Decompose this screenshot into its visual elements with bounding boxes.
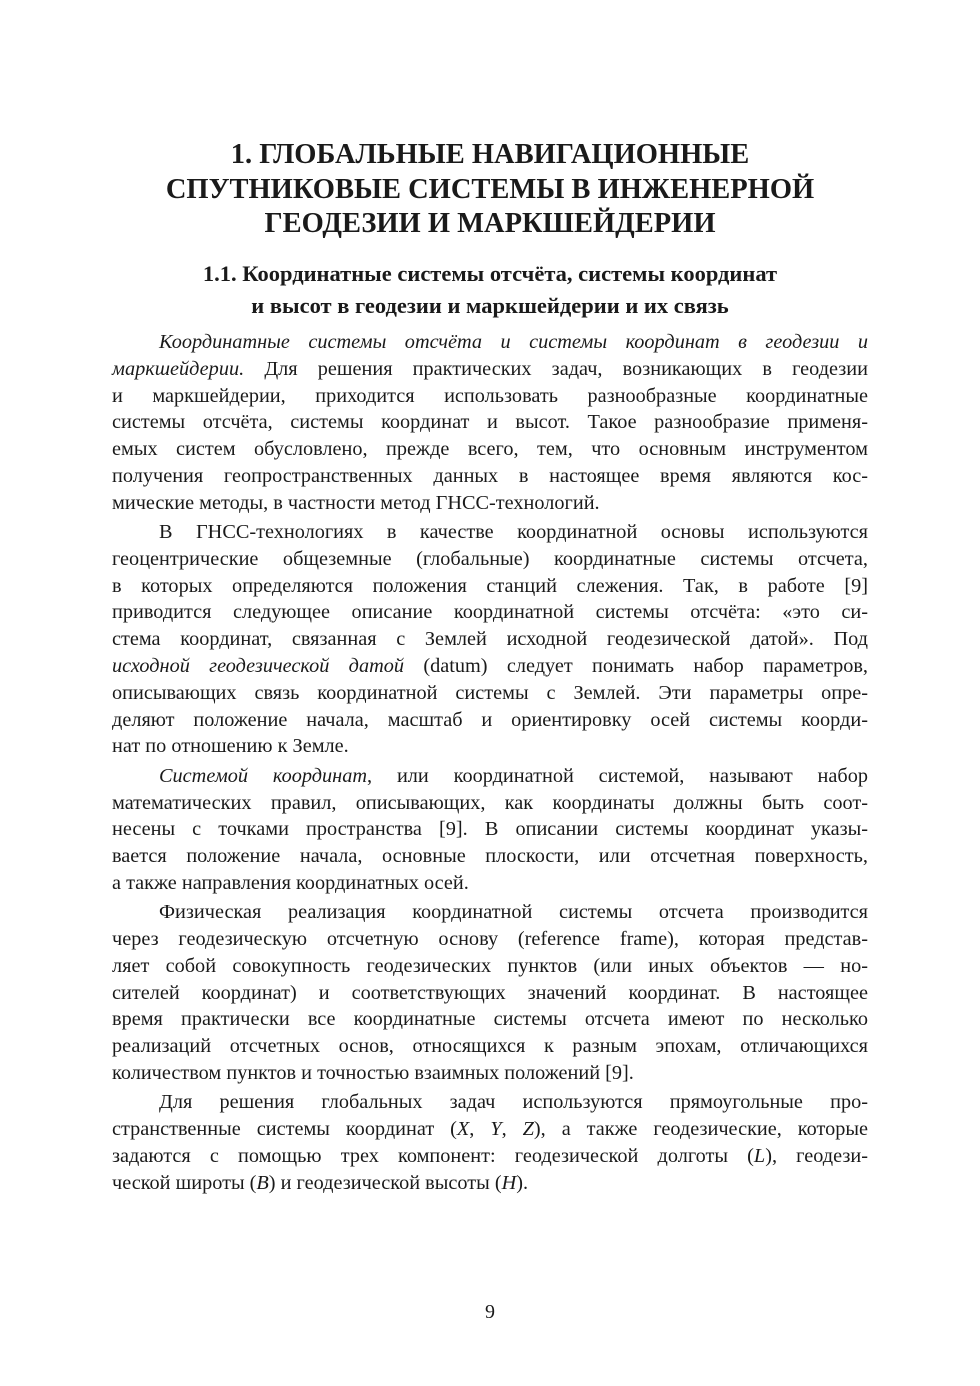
text-run: описывающих связь координатной системы с Землей. Эти параметры опре-	[112, 681, 868, 704]
text-line	[112, 707, 868, 734]
text-run: ляет собой совокупность геодезических пунктов (или иных объектов — но-	[112, 954, 868, 977]
text-run: ческой широты (	[112, 1171, 257, 1194]
text-run: ,	[469, 1118, 491, 1141]
document-page	[112, 0, 868, 1386]
text-line	[112, 573, 868, 600]
text-run: , или координатной системой, называют набор	[367, 764, 868, 787]
text-line	[112, 1033, 868, 1060]
text-line	[112, 899, 868, 926]
text-run: емых систем обусловлено, прежде всего, тем, что основным инструментом	[112, 438, 868, 461]
text-line	[112, 1143, 868, 1170]
italic-term: Системой координат	[159, 764, 368, 787]
text-run: в которых определяются положения станций слежения. Так, в работе [9]	[112, 574, 868, 597]
text-run: геоцентрические общеземные (глобальные) координатные системы отсчета,	[112, 547, 868, 570]
text-run: Физическая реализация координатной системы отсчета производится	[159, 901, 868, 924]
text-line	[112, 1116, 868, 1143]
italic-term: L	[753, 1144, 766, 1167]
text-run: В ГНСС-технологиях в качестве координатной основы используются	[159, 521, 868, 544]
text-run: вается положение начала, основные плоскости, или отсчетная поверхность,	[112, 845, 868, 868]
text-line	[112, 436, 868, 463]
text-line	[112, 519, 868, 546]
text-line	[112, 329, 868, 356]
text-run: ).	[516, 1171, 529, 1194]
text-run: мические методы, в частности метод ГНСС-технологий.	[112, 491, 600, 514]
italic-term: маркшейдерии.	[112, 357, 245, 380]
text-run: количеством пунктов и точностью взаимных положений [9].	[112, 1062, 634, 1085]
text-line	[112, 953, 868, 980]
text-run: нат по отношению к Земле.	[112, 735, 349, 758]
text-line	[112, 680, 868, 707]
text-line	[112, 490, 868, 517]
text-line	[112, 870, 868, 897]
chapter-title-line: СПУТНИКОВЫЕ СИСТЕМЫ В ИНЖЕНЕРНОЙ	[165, 173, 815, 205]
section-title-line: 1.1. Координатные системы отсчёта, системы координат	[202, 261, 778, 286]
text-line	[112, 463, 868, 490]
text-line	[112, 1089, 868, 1116]
italic-term: исходной геодезической датой	[112, 655, 405, 678]
italic-term: H	[501, 1171, 517, 1194]
text-line	[112, 383, 868, 410]
text-run: стема координат, связанная с Землей исходной геодезической датой». Под	[112, 628, 868, 651]
text-run: Для решения глобальных задач используются прямоугольные про-	[159, 1091, 868, 1114]
text-run: Для решения практических задач, возникающих в геодезии	[244, 357, 868, 380]
text-line	[112, 409, 868, 436]
paragraph	[112, 329, 868, 517]
chapter-title	[112, 138, 868, 242]
italic-term: Y	[490, 1118, 502, 1141]
paragraph	[112, 763, 868, 897]
text-run: приводится следующее описание координатной системы отсчёта: «это си-	[112, 601, 868, 624]
text-line	[112, 733, 868, 760]
text-line	[112, 763, 868, 790]
text-line	[112, 653, 868, 680]
text-line	[112, 546, 868, 573]
text-run: время практически все координатные системы отсчета имеют по несколько	[112, 1008, 868, 1031]
text-run: странственные системы координат (	[112, 1118, 457, 1141]
section-title	[112, 258, 868, 321]
text-run: математических правил, описывающих, как координаты должны быть соот-	[112, 791, 868, 814]
text-run: ) и геодезической высоты (	[268, 1171, 502, 1194]
text-run: несены с точками пространства [9]. В описании системы координат указы-	[112, 818, 868, 841]
text-line	[112, 980, 868, 1007]
text-run: сителей координат) и соответствующих значений координат. В настоящее	[112, 981, 868, 1004]
body-text	[112, 329, 868, 1199]
text-line	[112, 843, 868, 870]
text-line	[112, 626, 868, 653]
text-run: получения геопространственных данных в настоящее время являются кос-	[112, 464, 868, 487]
text-line	[112, 816, 868, 843]
text-line	[112, 1170, 868, 1197]
text-run: ), геодези-	[765, 1144, 868, 1167]
text-line	[112, 926, 868, 953]
text-run: и маркшейдерии, приходится использовать разнообразные координатные	[112, 384, 868, 407]
text-run: а также направления координатных осей.	[112, 871, 469, 894]
italic-term: B	[256, 1171, 269, 1194]
text-line	[112, 1060, 868, 1087]
italic-term: X	[456, 1118, 470, 1141]
text-line	[112, 599, 868, 626]
page-number: 9	[485, 1301, 495, 1323]
text-line	[112, 356, 868, 383]
italic-term: Z	[522, 1118, 534, 1141]
section-title-line: и высот в геодезии и маркшейдерии и их связь	[251, 292, 729, 318]
text-line	[112, 790, 868, 817]
text-run: ,	[501, 1118, 523, 1141]
text-run: реализаций отсчетных основ, относящихся к разным эпохам, отличающихся	[112, 1035, 868, 1058]
text-run: деляют положение начала, масштаб и ориентировку осей системы коорди-	[112, 708, 868, 731]
text-run: системы отсчёта, системы координат и высот. Такое разнообразие применя-	[112, 411, 868, 434]
chapter-title-line: ГЕОДЕЗИИ И МАРКШЕЙДЕРИИ	[264, 208, 716, 239]
text-run: через геодезическую отсчетную основу (reference frame), которая представ-	[112, 928, 868, 951]
paragraph	[112, 899, 868, 1087]
text-line	[112, 1006, 868, 1033]
paragraph	[112, 1089, 868, 1196]
paragraph	[112, 519, 868, 760]
text-run: (datum) следует понимать набор параметров,	[404, 655, 868, 678]
text-run: задаются с помощью трех компонент: геодезической долготы (	[112, 1144, 754, 1167]
italic-term: Координатные системы отсчёта и системы координат в геодезии и	[159, 331, 868, 353]
text-run: ), а также геодезические, которые	[533, 1118, 869, 1141]
chapter-title-line: 1. ГЛОБАЛЬНЫЕ НАВИГАЦИОННЫЕ	[230, 139, 750, 170]
